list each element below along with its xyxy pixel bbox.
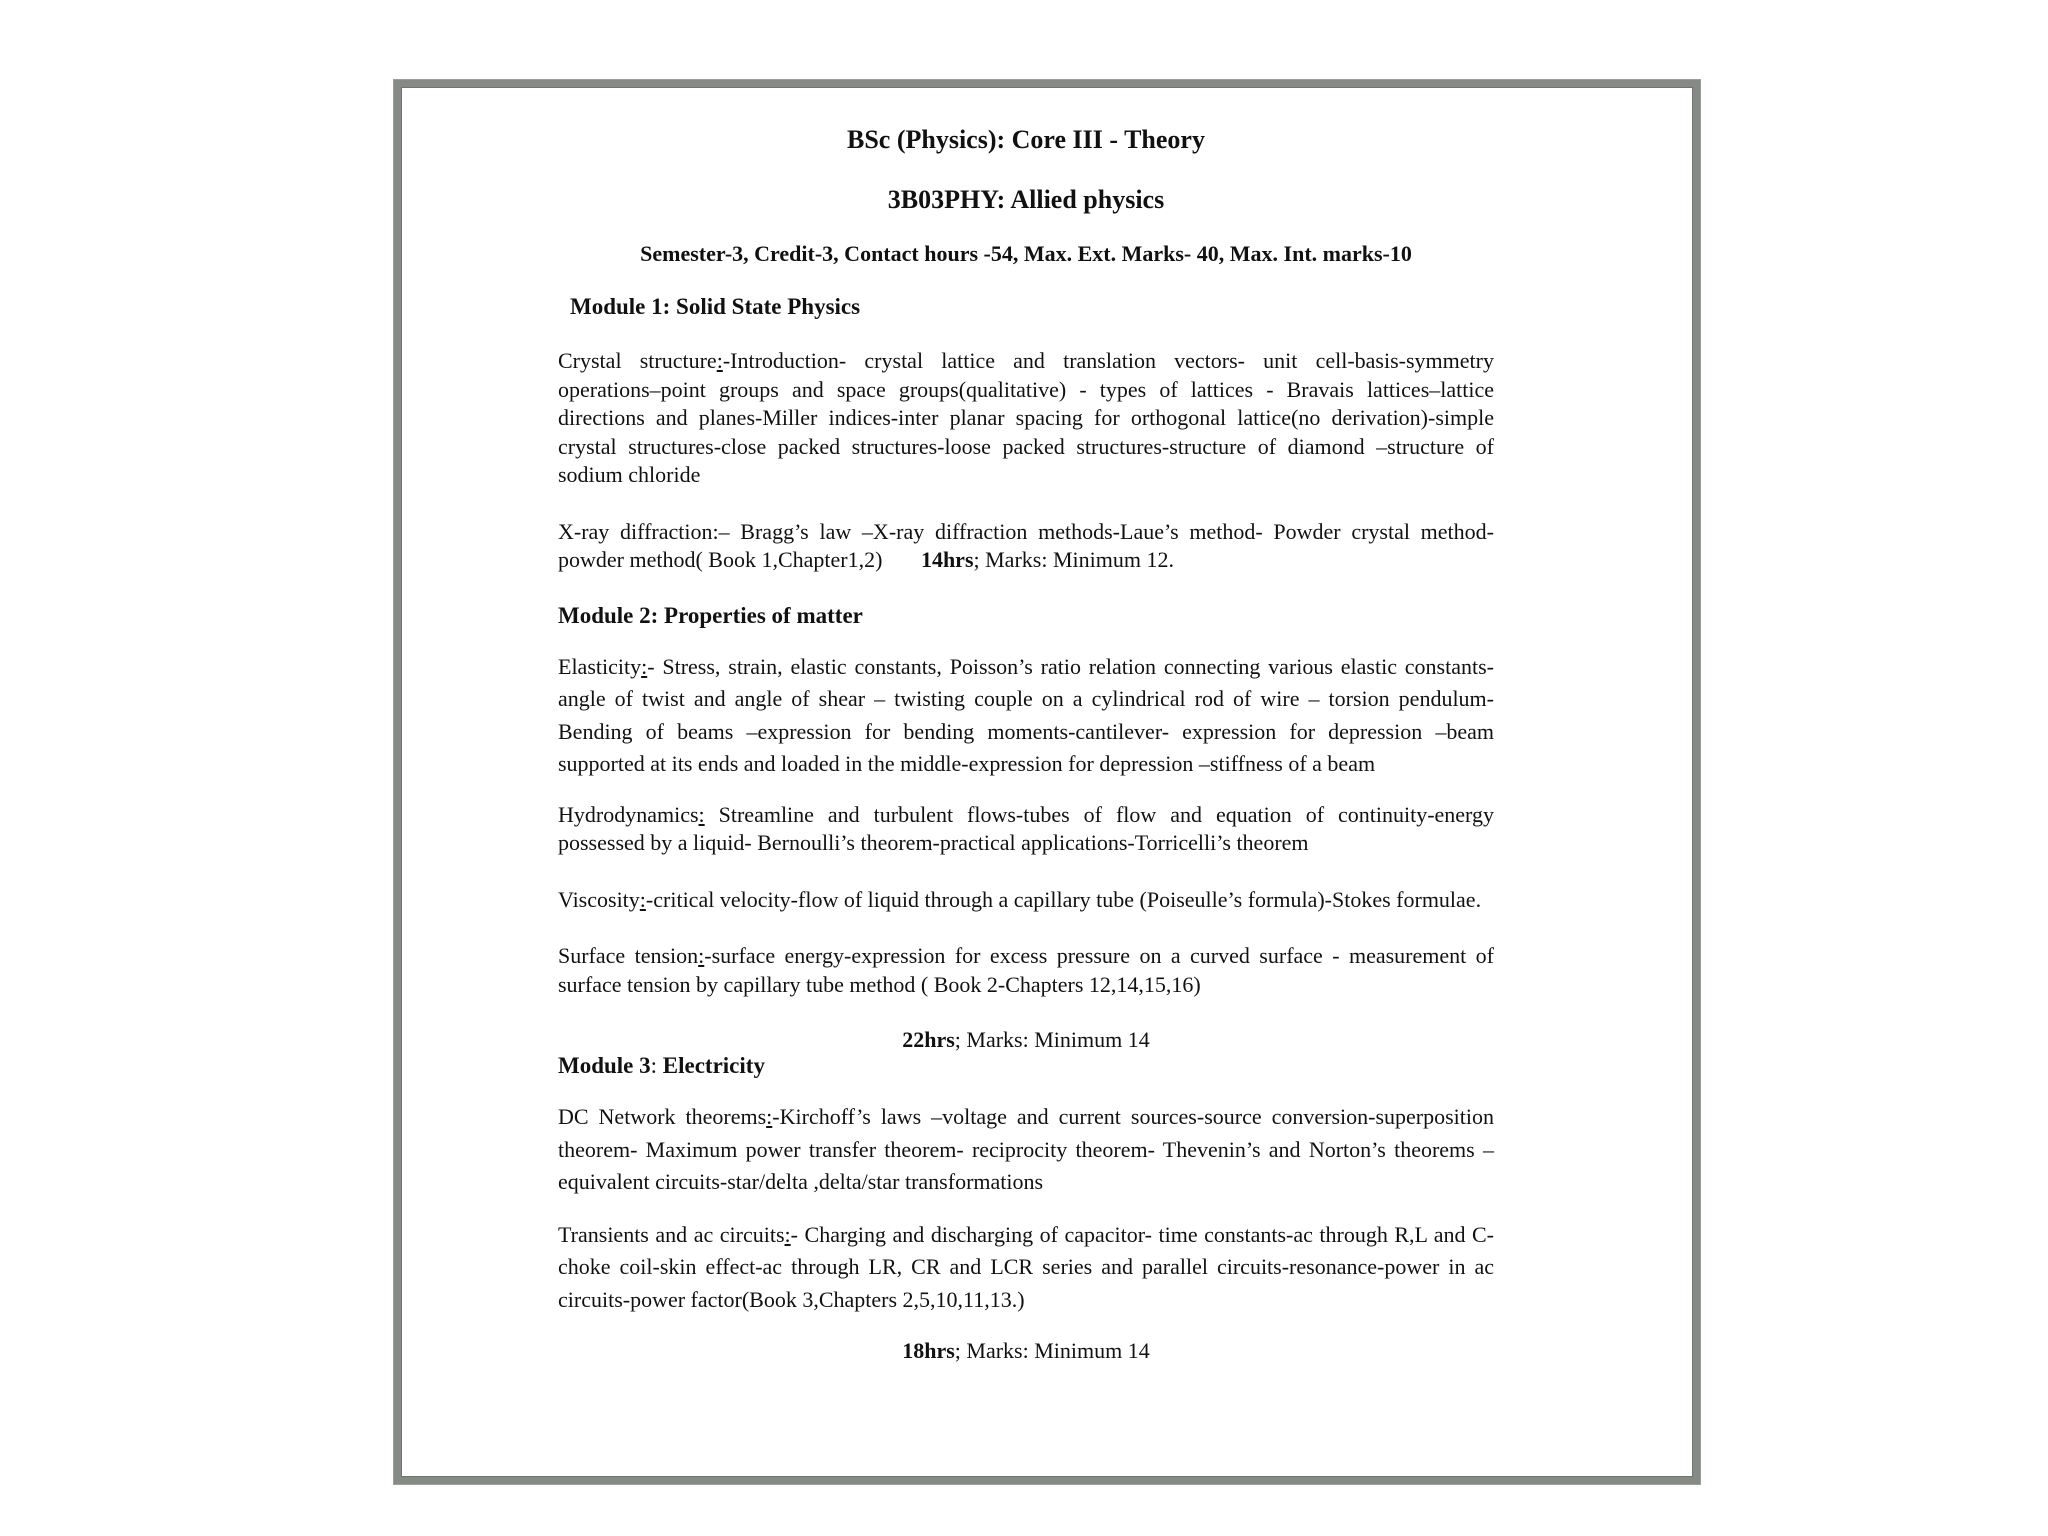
course-title: 3B03PHY: Allied physics (887, 185, 1165, 214)
topic-text: X-ray diffraction:– Bragg’s law –X-ray diffraction methods-Laue’s method- Powder crystal method- powder method( Book 1,Chapter1,2) (558, 518, 1494, 572)
module-1-heading: Module 1: Solid State Physics (570, 294, 861, 319)
topic-separator: : (766, 1104, 773, 1129)
module-3-title: Electricity (662, 1053, 765, 1078)
module-2-viscosity (558, 886, 1494, 915)
topic-separator: : (698, 801, 705, 827)
topic-label: Transients and ac circuits (558, 1221, 785, 1247)
topic-text: Streamline and turbulent flows-tubes of flow and equation of continuity-energy possessed by a liquid- Bernoulli’s theorem-practical applications-Torricelli’s theorem (558, 801, 1494, 855)
module-3-separator: : (650, 1053, 663, 1078)
module-2-heading: Module 2: Properties of matter (558, 602, 863, 628)
module-3-hours: 18hrs (902, 1338, 955, 1363)
page-title: BSc (Physics): Core III - Theory (847, 125, 1205, 154)
module-2-elasticity (558, 651, 1494, 781)
module-3-dc-network (558, 1101, 1494, 1199)
topic-label: Viscosity (558, 886, 640, 912)
topic-label: Surface tension (558, 943, 699, 968)
module-2-surface-tension (558, 942, 1494, 999)
module-2-marks: ; Marks: Minimum 14 (954, 1027, 1150, 1052)
topic-label: Elasticity (558, 653, 642, 679)
topic-label: Hydrodynamics (558, 801, 699, 827)
module-3-hours-line (558, 1338, 1494, 1364)
syllabus-content (558, 125, 1494, 1364)
topic-separator: : (784, 1221, 791, 1247)
module-2-hours-line (558, 1027, 1494, 1053)
topic-text: - Stress, strain, elastic constants, Poisson’s ratio relation connecting various elastic constants- angle of twist and angle of shear – twisting couple on a cylindrical rod of wire – torsion pendulum- Bending of beams –expression for bending moments-cantilever- expression for depression –beam supported at its ends and loaded in the middle-expression for depression –stiffness of a beam (558, 653, 1494, 776)
topic-text: -Introduction- crystal lattice and translation vectors- unit cell-basis-symmetry operations–point groups and space groups(qualitative) - types of lattices - Bravais lattices–lattice directions and planes-Miller indices-inter planar spacing for orthogonal lattice(no derivation)-simple crystal structures-close packed structures-loose packed structures-structure of diamond –structure of sodium chloride (558, 348, 1494, 487)
topic-text: -Kirchoff’s laws –voltage and current sources-source conversion-superposition theorem- Maximum power transfer theorem- reciprocity theorem- Thevenin’s and Norton’s theorems –equivalent circuits-star/delta ,delta/star transformations (558, 1104, 1495, 1194)
topic-separator: : (641, 653, 648, 679)
module-1-hours: 14hrs (920, 547, 974, 572)
topic-separator: : (639, 886, 646, 912)
module-3-marks: ; Marks: Minimum 14 (954, 1338, 1150, 1363)
module-3-heading (558, 1053, 1494, 1079)
topic-separator: : (716, 348, 723, 373)
module-1-crystal-structure (558, 347, 1494, 490)
module-2-hours: 22hrs (902, 1027, 955, 1052)
module-1-xray-diffraction (558, 518, 1494, 575)
topic-label: Crystal structure (558, 348, 717, 373)
module-2-hydrodynamics (558, 801, 1494, 858)
course-meta: Semester-3, Credit-3, Contact hours -54, Max. Ext. Marks- 40, Max. Int. marks-10 (640, 241, 1412, 266)
module-1-marks: ; Marks: Minimum 12. (973, 547, 1174, 572)
topic-text: -surface energy-expression for excess pressure on a curved surface - measurement of surface tension by capillary tube method ( Book 2-Chapters 12,14,15,16) (558, 943, 1494, 997)
topic-text: - Charging and discharging of capacitor- time constants-ac through R,L and C-choke coil-skin effect-ac through LR, CR and LCR series and parallel circuits-resonance-power in ac circuits-power factor(Book 3,Chapters 2,5,10,11,13.) (558, 1221, 1495, 1312)
topic-separator: : (698, 943, 705, 968)
module-3-label: Module 3 (558, 1053, 651, 1078)
module-3-transients (558, 1219, 1494, 1317)
topic-text: -critical velocity-flow of liquid through a capillary tube (Poiseulle’s formula)-Stokes formulae. (645, 886, 1482, 912)
topic-label: DC Network theorems (558, 1104, 767, 1129)
